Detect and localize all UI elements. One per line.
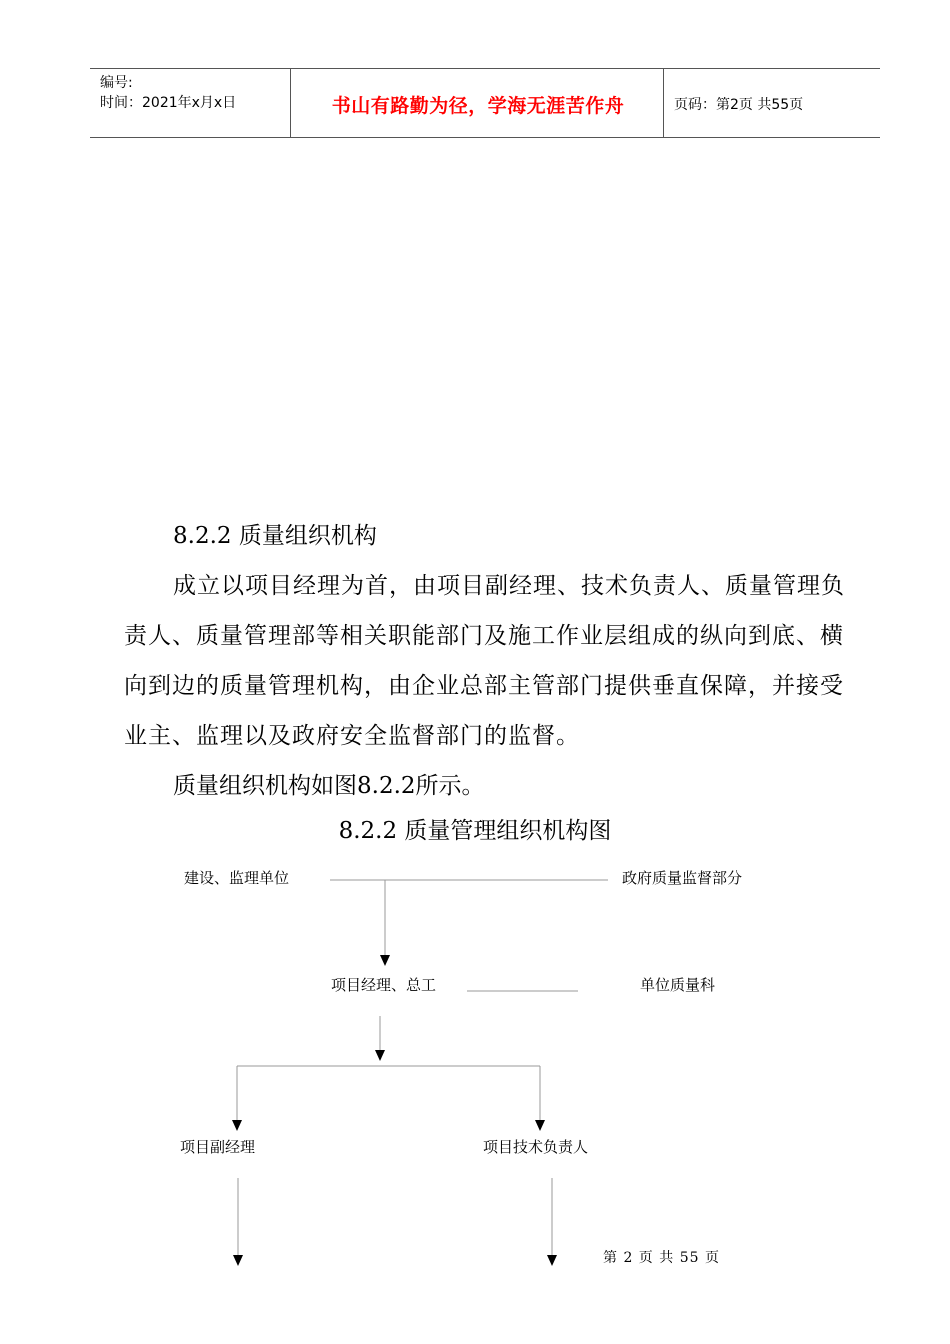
arrow-head: [380, 955, 390, 966]
node-tech-lead: 项目技术负责人: [483, 1138, 589, 1156]
node-construction-supervision: 建设、监理单位: [184, 869, 290, 887]
arrow-head: [375, 1050, 385, 1061]
node-gov-quality-dept: 政府质量监督部分: [622, 869, 743, 887]
node-deputy-pm: 项目副经理: [180, 1138, 256, 1156]
page-footer: 第 2 页 共 55 页: [603, 1250, 720, 1266]
header-page-label: 页码：第2页 共55页: [674, 97, 804, 113]
number-label: 编号:: [100, 75, 133, 91]
time-label: 时间：2021年x月x日: [100, 95, 237, 111]
figure-reference: 质量组织机构如图8.2.2所示。: [173, 773, 485, 799]
section-heading: 8.2.2 质量组织机构: [173, 523, 377, 549]
node-pm-chief-engineer: 项目经理、总工: [331, 976, 437, 994]
arrow-head: [547, 1255, 557, 1266]
node-unit-quality-section: 单位质量科: [640, 976, 716, 994]
arrow-head: [233, 1255, 243, 1266]
figure-title: 8.2.2 质量管理组织机构图: [338, 818, 612, 844]
arrow-head: [232, 1120, 242, 1131]
arrow-head: [535, 1120, 545, 1131]
header-motto: 书山有路勤为径，学海无涯苦作舟: [331, 95, 625, 117]
section-paragraph: 成立以项目经理为首，由项目副经理、技术负责人、质量管理负责人、质量管理部等相关职能部门及施工作业层组成的纵向到底、横向到边的质量管理机构，由企业总部主管部门提供垂直保障，并接受业主、监理以及政府安全监督部门的监督。: [124, 573, 845, 749]
